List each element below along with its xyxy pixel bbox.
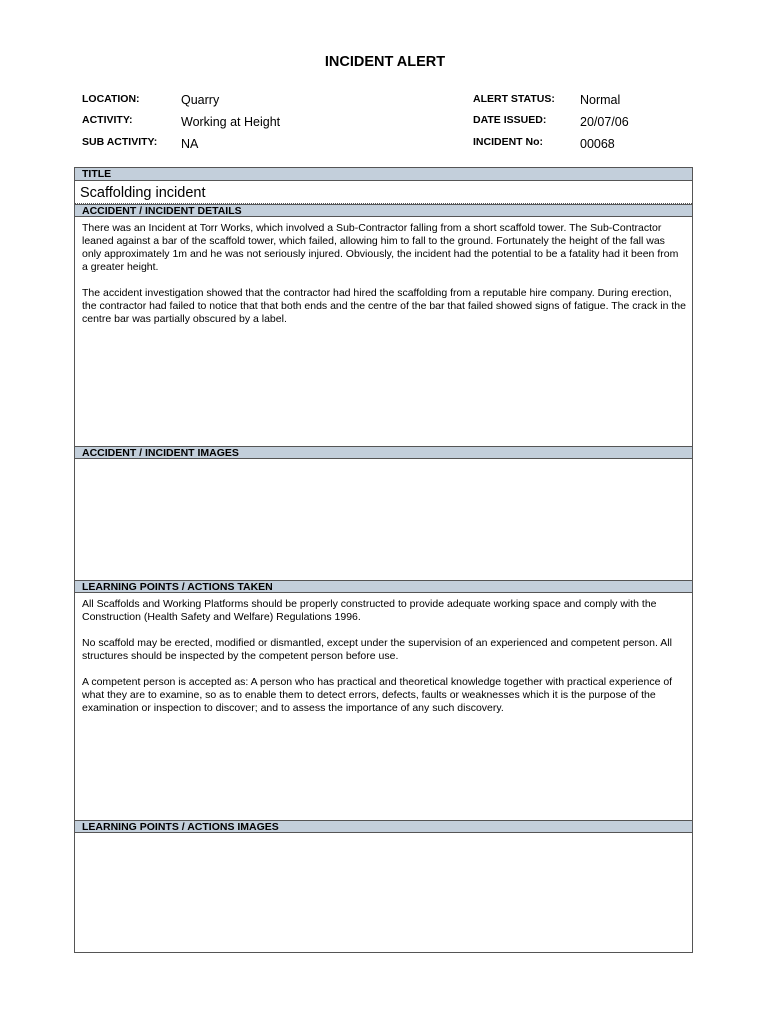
incident-no-value: 00068: [580, 137, 615, 151]
images-section-header: ACCIDENT / INCIDENT IMAGES: [75, 446, 692, 459]
incident-form: [74, 167, 693, 953]
location-value: Quarry: [181, 93, 220, 107]
date-issued-value: 20/07/06: [580, 115, 629, 129]
learning-paragraph-2: No scaffold may be erected, modified or dismantled, except under the supervision of an experienced and competent person. All structures should be inspected by the competent person before use.: [82, 637, 672, 662]
sub-activity-value: NA: [181, 137, 199, 151]
learning-paragraph-1: All Scaffolds and Working Platforms should be properly constructed to provide adequate working space and comply with the Construction (Health Safety and Welfare) Regulations 1996.: [82, 598, 657, 623]
alert-status-value: Normal: [580, 93, 621, 107]
activity-label: ACTIVITY:: [82, 114, 133, 126]
details-section-header: ACCIDENT / INCIDENT DETAILS: [75, 204, 692, 217]
alert-status-label: ALERT STATUS:: [473, 93, 555, 105]
learning-text: [82, 598, 686, 728]
learning-images-section-header: LEARNING POINTS / ACTIONS IMAGES: [75, 820, 692, 833]
details-paragraph-2: The accident investigation showed that the contractor had hired the scaffolding from a reputable hire company. During erection, the contractor had failed to notice that that both ends and the centre of the bar that failed showed signs of fatigue. The crack in the centre bar was partially obscured by a label.: [82, 287, 686, 325]
date-issued-label: DATE ISSUED:: [473, 114, 547, 126]
title-section-header: TITLE: [75, 168, 692, 181]
learning-images-area: [75, 835, 692, 952]
sub-activity-label: SUB ACTIVITY:: [82, 136, 158, 148]
incident-no-label: INCIDENT No:: [473, 136, 543, 148]
incident-images-area: [75, 461, 692, 580]
activity-value: Working at Height: [181, 115, 281, 129]
learning-paragraph-3: A competent person is accepted as: A person who has practical and theoretical knowledge together with practical experience of what they are to examine, so as to enable them to detect errors, defects, faults or weaknesses which it is the purpose of the examination or inspection to discover; and to assess the importance of any such discovery.: [82, 676, 673, 714]
document-title: INCIDENT ALERT: [324, 54, 446, 70]
incident-title-field: Scaffolding incident: [75, 183, 692, 204]
details-paragraph-1: There was an Incident at Torr Works, which involved a Sub-Contractor falling from a short scaffold tower. The Sub-Contractor leaned against a bar of the scaffold tower, which failed, allowing him to fall to the ground. Fortunately the height of the fall was only approximately 1m and he was not seriously injured. Obviously, the incident had the potential to be a fatality had it been from a greater height.: [82, 222, 679, 273]
location-label: LOCATION:: [82, 93, 140, 105]
details-text: [82, 222, 686, 339]
learning-section-header: LEARNING POINTS / ACTIONS TAKEN: [75, 580, 692, 593]
